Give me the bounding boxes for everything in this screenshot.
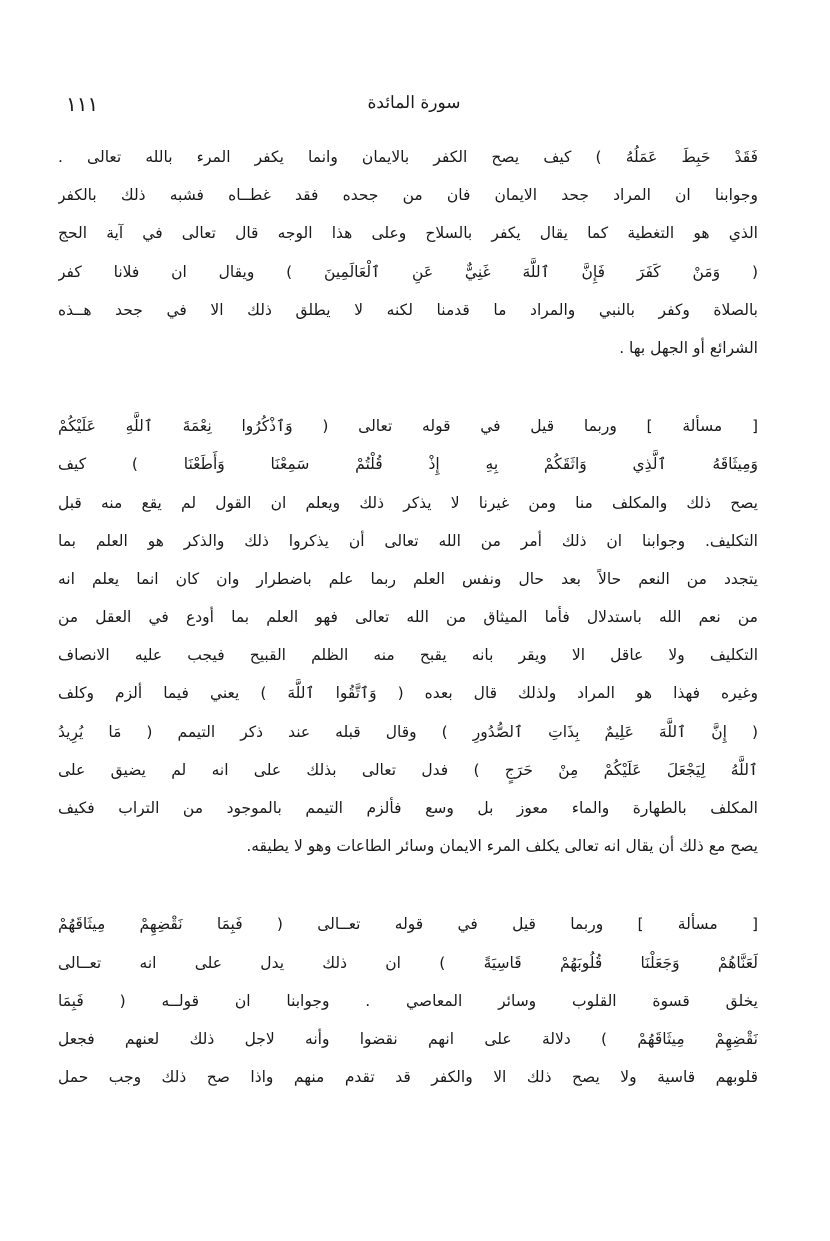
text-line: قلوبهم قاسية ولا يصح ذلك الا والكفر قد تقدم منهم واذا صح ذلك وجب حمل <box>58 1068 758 1087</box>
text-line: المكلف بالطهارة والماء معوز بل وسع فألزم التيمم بالموجود من التراب فكيف <box>58 799 758 817</box>
paragraph-spacer <box>58 367 758 407</box>
paragraph-kufr <box>58 138 758 367</box>
page-header <box>48 92 780 118</box>
text-line: ( إِنَّ ٱللَّهَ عَلِيمٌ بِذَاتِ ٱلصُّدُورِ ) وقال قبله عند ذكر التيمم ( مَا يُرِيدُ <box>58 722 758 741</box>
text-line: يخلق قسوة القلوب وسائر المعاصي . وجوابنا ان قولــه ( فَبِمَا <box>58 991 758 1010</box>
text-line: يتجدد من النعم حالاً بعد حال ونفس العلم ربما علم باضطرار وان كان انما يعلم انه <box>58 569 758 588</box>
text-line: يصح ذلك والمكلف منا ومن غيرنا لا يذكر ذلك ويعلم ان القول لم يقع منه قبل <box>58 493 758 512</box>
text-line: التكليف ولا عاقل الا ويقر بانه يقبح منه الظلم القبيح فيجب عليه الانصاف <box>58 646 758 665</box>
text-line: بالصلاة وكفر بالنبي والمراد ما قدمنا لكنه لا يطلق ذلك الا في جحد هــذه <box>58 300 758 319</box>
running-title: سورة المائدة <box>367 93 461 113</box>
text-line: الشرائع أو الجهل بها . <box>619 338 758 357</box>
text-line: وجوابنا ان المراد جحد الايمان فان من جحده فقد غطــاه فشبه ذلك بالكفر <box>58 186 758 205</box>
paragraph-spacer <box>58 865 758 905</box>
paragraph-qaswa <box>58 905 758 1096</box>
text-line: ٱللَّهُ لِيَجْعَلَ عَلَيْكُمْ مِنْ حَرَجٍ ) فدل تعالى بذلك على انه لم يضيق على <box>58 760 758 779</box>
text-line: يصح مع ذلك أن يقال انه تعالى يكلف المرء الايمان وسائر الطاعات وهو لا يطيقه. <box>246 837 758 856</box>
text-line: وغيره فهذا هو المراد ولذلك قال بعده ( وَٱتَّقُوا ٱللَّهَ ) يعني فيما ألزم وكلف <box>58 684 758 703</box>
paragraph-mithaq <box>58 407 758 865</box>
text-line: [ مسألة ] وربما قيل في قوله تعــالى ( فَبِمَا نَقْضِهِمْ مِيثَاقَهُمْ <box>58 915 758 934</box>
text-line: وَمِيثَاقَهُ ٱلَّذِي وَاثَقَكُمْ بِهِ إِذْ قُلْتُمْ سَمِعْنَا وَأَطَعْنَا ) كيف <box>58 455 758 474</box>
body-text <box>58 138 758 1096</box>
text-line: التكليف. وجوابنا ان ذلك أمر من الله تعالى أن يذكروا ذلك والذكر هو العلم بما <box>58 531 758 550</box>
text-line: [ مسألة ] وربما قيل في قوله تعالى ( وَٱذْكُرُوا نِعْمَةَ ٱللَّهِ عَلَيْكُمْ <box>58 417 758 436</box>
text-line: من نعم الله باستدلال فأما الميثاق من الله تعالى فهو العلم بما أودع في العقل من <box>58 608 758 627</box>
text-line: فَقَدْ حَبِطَ عَمَلُهُ ) كيف يصح الكفر بالايمان وانما يكفر المرء بالله تعالى . <box>58 148 758 166</box>
text-line: الذي هو التغطية كما يقال يكفر بالسلاح وعلى هذا الوجه قال تعالى في آية الحج <box>58 224 758 243</box>
text-line: ( وَمَنْ كَفَرَ فَإِنَّ ٱللَّهَ غَنِيٌّ عَنِ ٱلْعَالَمِينَ ) ويقال ان فلانا كفر <box>58 262 758 281</box>
text-line: نَقْضِهِمْ مِيثَاقَهُمْ ) دلالة على انهم نقضوا وأنه لاجل ذلك لعنهم فجعل <box>58 1029 758 1048</box>
page-number: ١١١ <box>66 92 99 116</box>
text-line: لَعَنَّاهُمْ وَجَعَلْنَا قُلُوبَهُمْ قَاسِيَةً ) ان ذلك يدل على انه تعــالى <box>58 953 758 972</box>
